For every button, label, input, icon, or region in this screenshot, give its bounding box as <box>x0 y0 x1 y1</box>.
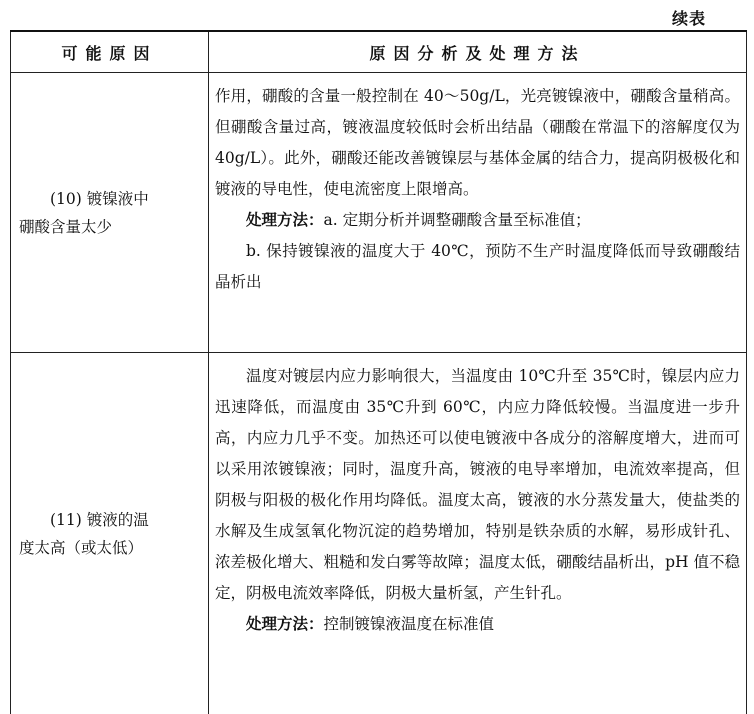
cause-cell <box>11 73 209 353</box>
table-header-row <box>11 31 747 73</box>
cause-line1: (10) 镀镍液中 <box>19 185 202 213</box>
troubleshooting-table <box>10 30 747 714</box>
method-text: 控制镀镍液温度在标准值 <box>324 615 495 633</box>
table-row <box>11 353 747 714</box>
header-analysis: 原因分析及处理方法 <box>209 31 747 73</box>
analysis-paragraph: 温度对镀层内应力影响很大，当温度由 10℃升至 35℃时，镍层内应力迅速降低，而温度由 35℃升到 60℃，内应力降低较慢。当温度进一步升高，内应力几乎不变。加热还可以使电镀液中各成分的溶解度增大，进而可以采用浓镀镍液；同时，温度升高，镀液的电导率增加，电流效率提高，但阴极与阳极的极化作用均降低。温度太高，镀液的水分蒸发量大，使盐类的水解及生成氢氧化物沉淀的趋势增加，特别是铁杂质的水解，易形成针孔、浓差极化增大、粗糙和发白雾等故障；温度太低，硼酸结晶析出，pH 值不稳定，阴极电流效率降低，阴极大量析氢，产生针孔。 <box>215 361 740 609</box>
cause-line2: 硼酸含量太少 <box>19 213 202 241</box>
method-b: b. 保持镀镍液的温度大于 40℃，预防不生产时温度降低而导致硼酸结晶析出 <box>215 236 740 298</box>
cause-line1: (11) 镀液的温 <box>19 506 202 534</box>
method-label: 处理方法： <box>246 211 324 229</box>
cause-cell <box>11 353 209 714</box>
method-line <box>215 205 740 236</box>
method-line <box>215 609 740 640</box>
table-row <box>11 73 747 353</box>
cause-line2: 度太高（或太低） <box>19 534 202 562</box>
analysis-paragraph: 作用，硼酸的含量一般控制在 40～50g/L，光亮镀镍液中，硼酸含量稍高。但硼酸含量过高，镀液温度较低时会析出结晶（硼酸在常温下的溶解度仅为 40g/L）。此外，硼酸还能改善镀镍层与基体金属的结合力，提高阴极极化和镀液的导电性，使电流密度上限增高。 <box>215 81 740 205</box>
header-cause: 可能原因 <box>11 31 209 73</box>
analysis-cell <box>209 353 747 714</box>
analysis-cell <box>209 73 747 353</box>
method-label: 处理方法： <box>246 615 324 633</box>
continued-label: 续表 <box>672 6 706 29</box>
method-a: a. 定期分析并调整硼酸含量至标准值； <box>324 211 591 229</box>
